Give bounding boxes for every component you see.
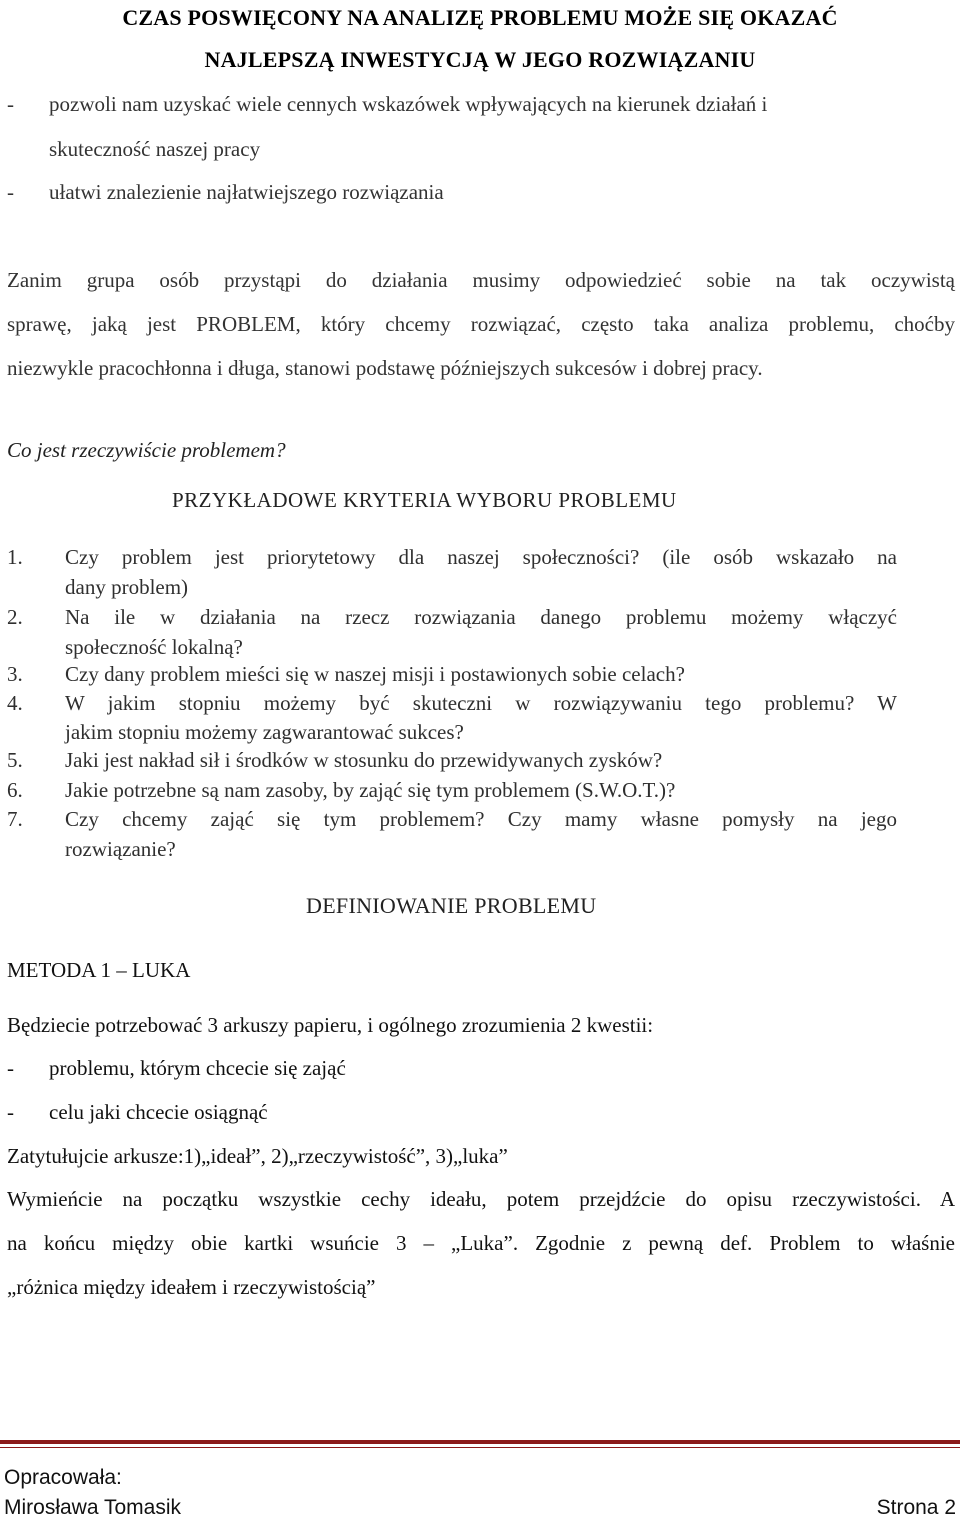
criteria-item-continued: [7, 575, 897, 601]
bullet-text: skuteczność naszej pracy: [49, 137, 261, 161]
criteria-item: [7, 545, 897, 571]
criteria-text: Jakie potrzebne są nam zasoby, by zająć się tym problemem (S.W.O.T.)?: [65, 778, 676, 802]
criteria-item: [7, 662, 897, 688]
bullet-text: celu jaki chcecie osiągnąć: [49, 1100, 268, 1124]
bullet-item: [7, 180, 957, 206]
bullet-dash: -: [7, 1056, 14, 1080]
criteria-text: W jakim stopniu możemy być skuteczni w rozwiązywaniu tego problemu? W: [65, 691, 897, 715]
criteria-text: Czy problem jest priorytetowy dla naszej społeczności? (ile osób wskazało na: [65, 545, 897, 569]
criteria-text: społeczność lokalną?: [65, 635, 243, 659]
bullet-dash: -: [7, 92, 14, 116]
bullet-dash: -: [7, 1100, 14, 1124]
page-title-line-1: CZAS POSWIĘCONY NA ANALIZĘ PROBLEMU MOŻE SIĘ OKAZAĆ: [122, 5, 838, 30]
intro-paragraph-line: sprawę, jaką jest PROBLEM, który chcemy rozwiązać, często taka analiza problemu, choćby: [7, 312, 955, 336]
footer-rule-thin: [0, 1447, 960, 1448]
criteria-number: 4.: [7, 691, 23, 715]
bullet-text: pozwoli nam uzyskać wiele cennych wskazówek wpływających na kierunek działań i: [49, 92, 768, 116]
criteria-number: 6.: [7, 778, 23, 802]
intro-paragraph-line: Zanim grupa osób przystąpi do działania musimy odpowiedzieć sobie na tak oczywistą: [7, 268, 955, 292]
criteria-text: Czy chcemy zająć się tym problemem? Czy mamy własne pomysły na jego: [65, 807, 897, 831]
criteria-number: 2.: [7, 605, 23, 629]
page-title-line-2: NAJLEPSZĄ INWESTYCJĄ W JEGO ROZWIĄZANIU: [204, 47, 756, 72]
criteria-text: Jaki jest nakład sił i środków w stosunku do przewidywanych zysków?: [65, 748, 663, 772]
footer-label: Opracowała:: [4, 1466, 122, 1489]
criteria-number: 7.: [7, 807, 23, 831]
bullet-item: [7, 92, 957, 118]
criteria-item: [7, 807, 897, 833]
criteria-item-continued: [7, 720, 897, 746]
definition-intro: Będziecie potrzebować 3 arkuszy papieru, i ogólnego zrozumienia 2 kwestii:: [7, 1013, 654, 1037]
closing-paragraph-line: Wymieńcie na początku wszystkie cechy ideału, potem przejdźcie do opisu rzeczywistości. A: [7, 1187, 955, 1211]
criteria-number: 1.: [7, 545, 23, 569]
criteria-text: rozwiązanie?: [65, 837, 176, 861]
criteria-text: Na ile w działania na rzecz rozwiązania danego problemu możemy włączyć: [65, 605, 897, 629]
footer-rule-thick: [0, 1440, 960, 1444]
sheet-titles-line: Zatytułujcie arkusze:1)„ideał”, 2)„rzeczywistość”, 3)„luka”: [7, 1144, 508, 1168]
definition-title: DEFINIOWANIE PROBLEMU: [306, 893, 597, 918]
criteria-text: Czy dany problem mieści się w naszej misji i postawionych sobie celach?: [65, 662, 685, 686]
criteria-number: 5.: [7, 748, 23, 772]
criteria-item-continued: [7, 837, 897, 863]
criteria-text: jakim stopniu możemy zagwarantować sukces?: [65, 720, 464, 744]
closing-paragraph-line: „różnica między ideałem i rzeczywistością”: [7, 1275, 376, 1299]
criteria-item: [7, 778, 897, 804]
footer-page-number: Strona 2: [876, 1496, 956, 1519]
method-heading: METODA 1 – LUKA: [7, 958, 191, 982]
criteria-item: [7, 691, 897, 717]
intro-paragraph-line: niezwykle pracochłonna i długa, stanowi podstawę późniejszych sukcesów i dobrej pracy.: [7, 356, 763, 380]
criteria-title: PRZYKŁADOWE KRYTERIA WYBORU PROBLEMU: [172, 488, 677, 512]
criteria-number: 3.: [7, 662, 23, 686]
criteria-item: [7, 605, 897, 631]
footer-author: Mirosława Tomasik: [4, 1496, 181, 1519]
closing-paragraph-line: na końcu między obie kartki wsuńcie 3 – „Luka”. Zgodnie z pewną def. Problem to właśnie: [7, 1231, 955, 1255]
section-question: Co jest rzeczywiście problemem?: [7, 438, 286, 462]
bullet-text: ułatwi znalezienie najłatwiejszego rozwiązania: [49, 180, 444, 204]
bullet-dash: -: [7, 180, 14, 204]
criteria-item-continued: [7, 635, 897, 661]
criteria-item: [7, 748, 897, 774]
definition-bullet: [7, 1100, 907, 1126]
bullet-item-continued: [7, 137, 957, 163]
bullet-text: problemu, którym chcecie się zająć: [49, 1056, 346, 1080]
criteria-text: dany problem): [65, 575, 189, 599]
definition-bullet: [7, 1056, 907, 1082]
